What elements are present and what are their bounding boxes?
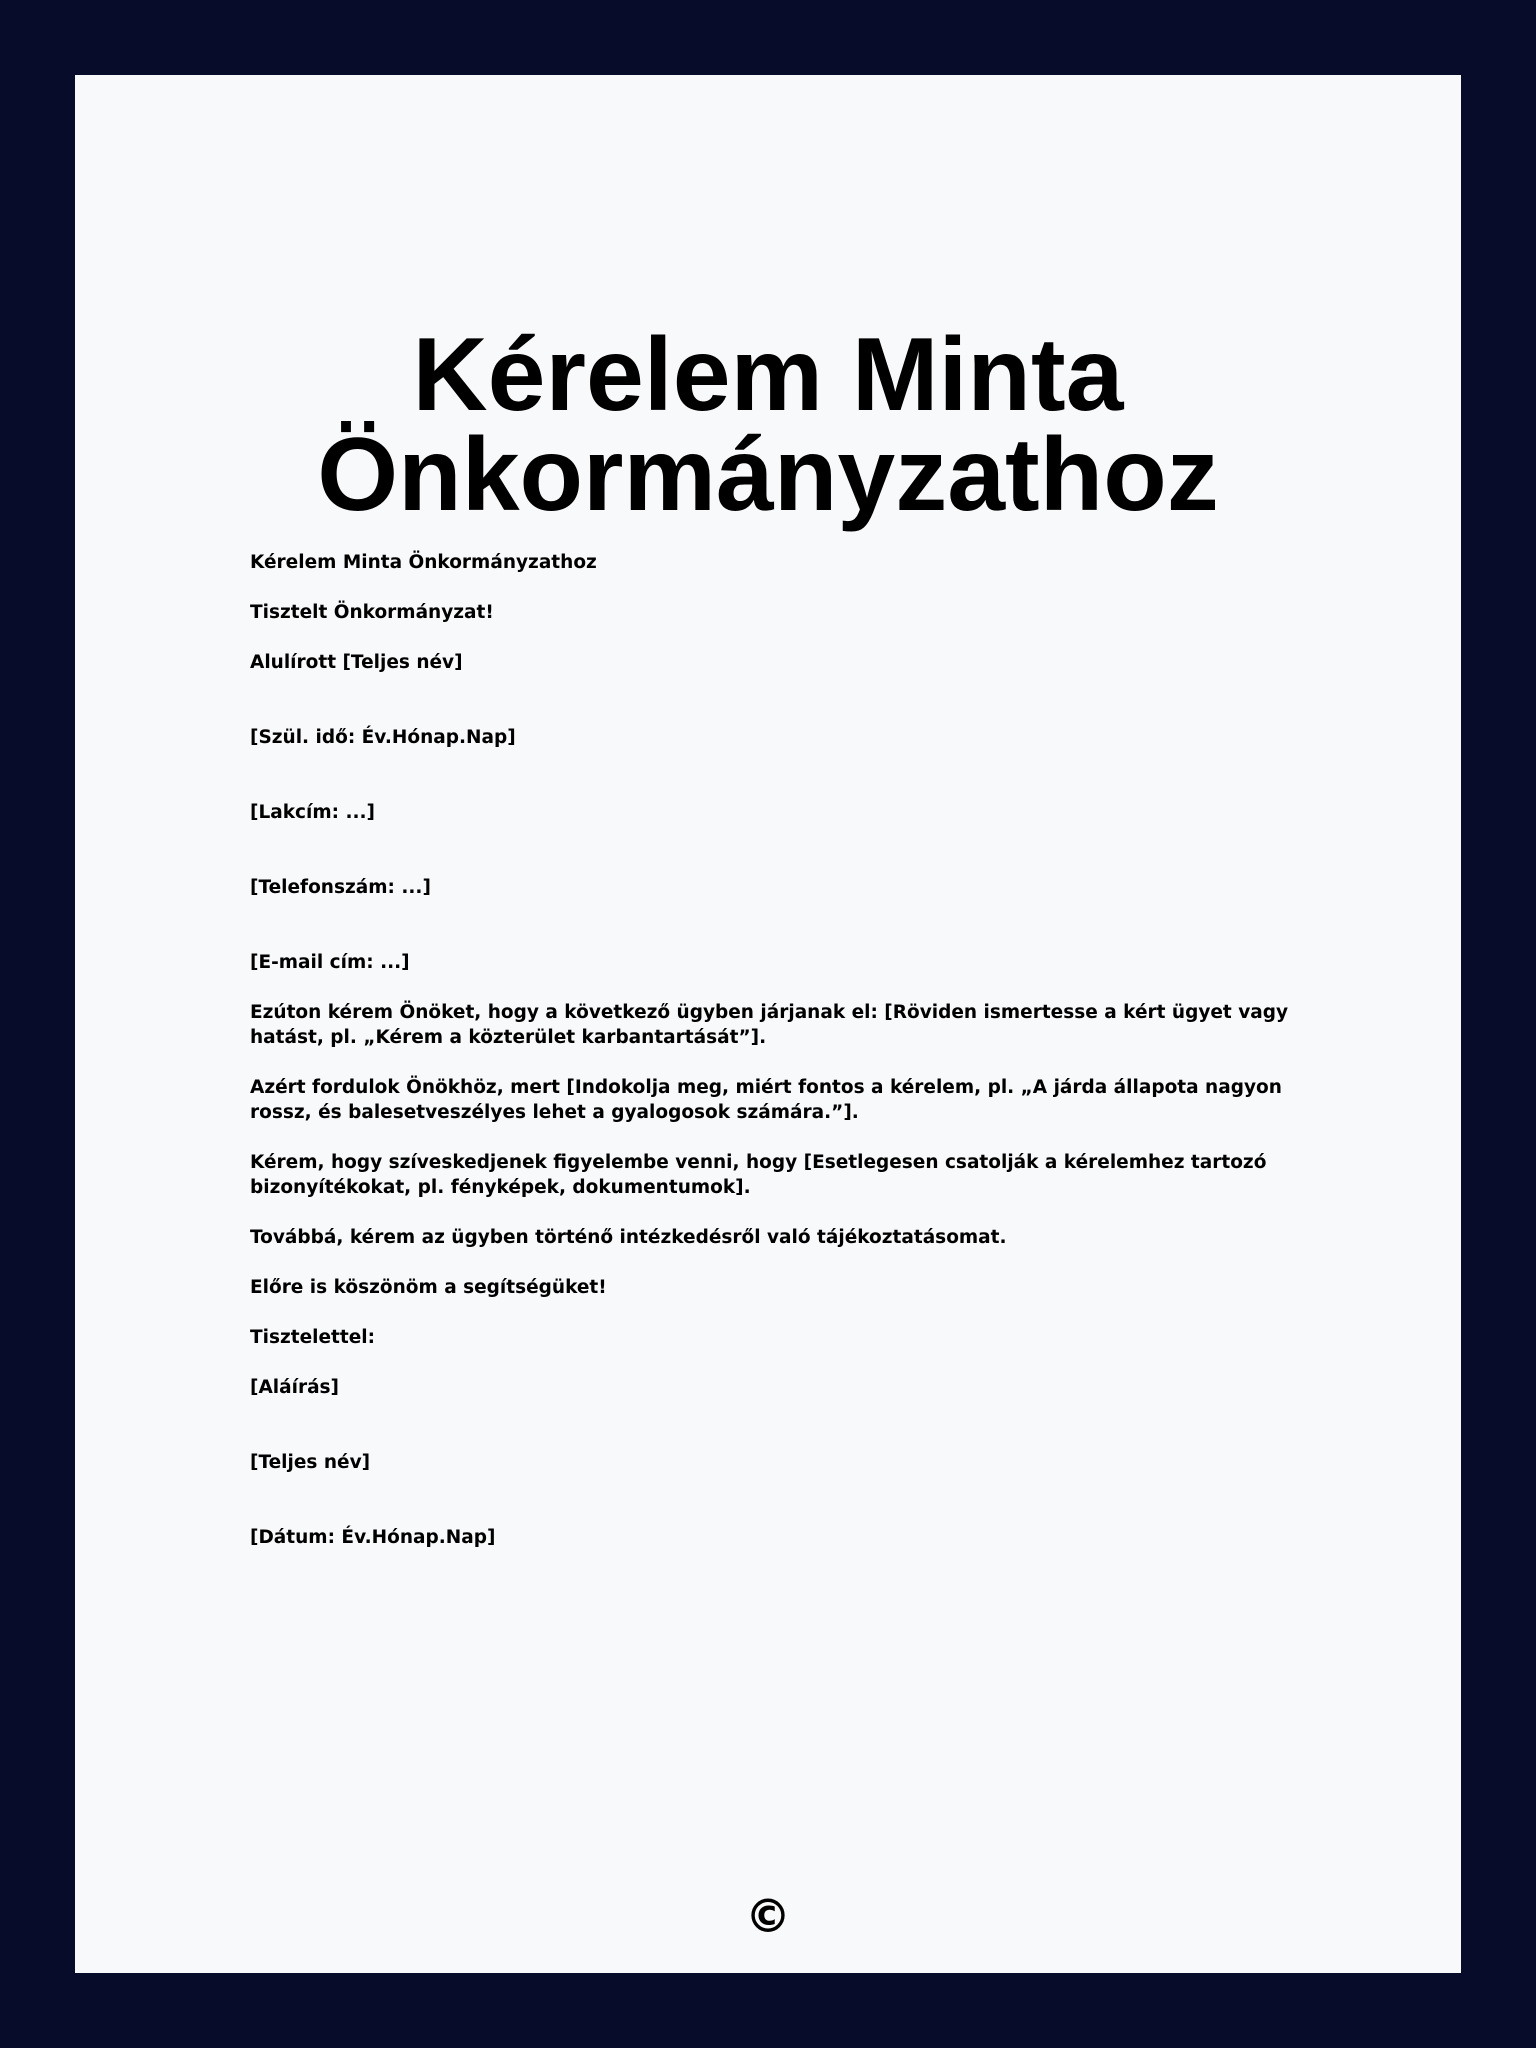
letter-full-name: [Teljes név] <box>250 1452 371 1473</box>
letter-undersigned: Alulírott [Teljes név] <box>250 652 463 673</box>
letter-phone: [Telefonszám: ...] <box>250 877 431 898</box>
letter-address: [Lakcím: ...] <box>250 802 375 823</box>
letter-request: Ezúton kérem Önöket, hogy a következő ügyben járjanak el: [Röviden ismertesse a kért ügyet vagy hatást, pl. „Kérem a közterület karbantartását”]. <box>250 1002 1289 1048</box>
letter-reason: Azért fordulok Önökhöz, mert [Indokolja meg, miért fontos a kérelem, pl. „A járda állapota nagyon rossz, és balesetveszélyes lehet a gyalogosok számára.”]. <box>250 1077 1282 1123</box>
letter-signature: [Aláírás] <box>250 1377 340 1398</box>
letter-date: [Dátum: Év.Hónap.Nap] <box>250 1527 496 1548</box>
letter-heading: Kérelem Minta Önkormányzathoz <box>250 552 597 573</box>
letter-salutation: Tisztelt Önkormányzat! <box>250 602 494 623</box>
letter-attachments: Kérem, hogy szíveskedjenek figyelembe venni, hogy [Esetlegesen csatolják a kérelemhez tartozó bizonyítékokat, pl. fényképek, dokumentumok]. <box>250 1152 1267 1198</box>
letter-information: Továbbá, kérem az ügyben történő intézkedésről való tájékoztatásomat. <box>250 1227 1007 1248</box>
letter-thanks: Előre is köszönöm a segítségüket! <box>250 1277 607 1298</box>
document-title <box>75 317 1461 533</box>
document-page <box>75 75 1461 1973</box>
title-line-2: Önkormányzathoz <box>317 417 1219 533</box>
letter-closing: Tisztelettel: <box>250 1327 375 1348</box>
copyright-symbol: © <box>745 1889 791 1943</box>
letter-email: [E-mail cím: ...] <box>250 952 410 973</box>
letter-body <box>250 550 1295 1575</box>
letter-birth-date: [Szül. idő: Év.Hónap.Nap] <box>250 727 516 748</box>
title-line-1: Kérelem Minta <box>412 317 1124 433</box>
